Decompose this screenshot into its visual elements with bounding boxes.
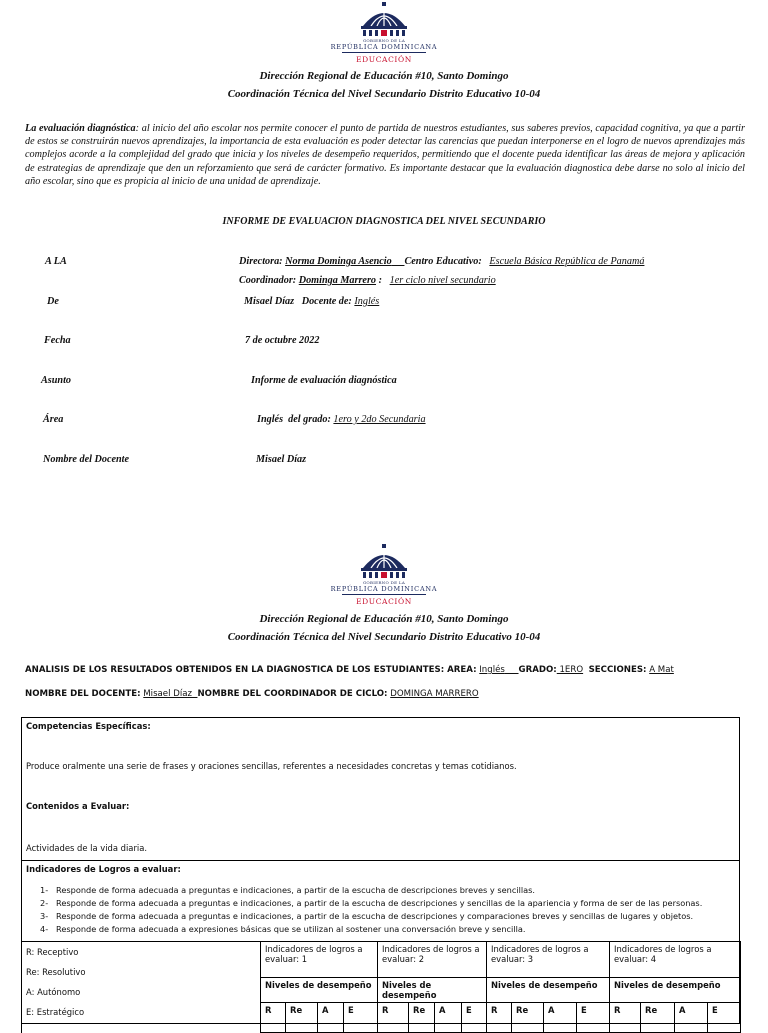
header2-line-2: Coordinación Técnica del Nivel Secundario Distrito Educativo 10-04 (227, 631, 541, 643)
ciclo-value: 1er ciclo nivel secundario (389, 275, 496, 286)
level-a: A (544, 1003, 577, 1033)
area-line (257, 414, 426, 425)
dome-emblem-icon (357, 2, 411, 38)
niveles-header-1: Niveles de desempeño (261, 978, 378, 1003)
indicadores-label: Indicadores de Logros a evaluar: (26, 864, 181, 874)
analysis-coord-value: DOMINGA MARRERO (390, 689, 479, 699)
level-r: R (487, 1003, 512, 1033)
logo-gobierno-text: GOBIERNO DE LA (362, 580, 406, 585)
niveles-table (21, 941, 741, 1033)
list-item: 1- Responde de forma adecuada a preguntas e indicaciones, a partir de la escucha de descripciones breves y sencillas. (40, 885, 536, 895)
niveles-header-3: Niveles de desempeño (487, 978, 610, 1003)
analysis-secciones-value: A Mat (649, 665, 674, 675)
logo-educacion-text: EDUCACIÓN (356, 597, 412, 606)
intro-term: La evaluación diagnóstica (25, 123, 136, 134)
level-e: E (462, 1003, 487, 1033)
level-r: R (261, 1003, 286, 1033)
de-line (244, 296, 379, 307)
header-line-1: Dirección Regional de Educación #10, Santo Domingo (259, 70, 509, 82)
intro-text: : al inicio del año escolar nos permite conocer el punto de partida de nuestros estudiantes, sus saberes previos, capacidad cognitiva, ya que a partir de estos se construirán nuevos aprendizajes, la importancia de esta evaluación es poder detectar las carencias que puedan interponerse en el logro de nuevos aprendizajes más complejos acorde a la complejidad del grado que inicia y los niveles de desempeño requeridos, permitiendo que el docente pueda identificar las áreas de mejora y aplicación de estrategias de aprendizaje que den un reforzamiento que será de carácter formativo. Es importante destacar que la evaluación diagnostica debe darse no solo al inicio del año escolar, sino que es propicia al inicio de una unidad de aprendizaje. (25, 123, 745, 187)
coordinador-label: Coordinador: (239, 275, 297, 286)
centro-value: Escuela Básica República de Panamá (489, 256, 645, 267)
legend-cell (22, 942, 261, 1033)
dome-emblem-icon (357, 544, 411, 580)
directora-value: Norma Dominga Asencio (285, 256, 392, 267)
level-e: E (577, 1003, 610, 1033)
centro-label: Centro Educativo: (404, 256, 482, 267)
logo-republica-text: REPÚBLICA DOMINICANA (330, 585, 438, 593)
logo-republica-dominicana (328, 2, 440, 65)
niveles-header-2: Niveles de desempeño (378, 978, 487, 1003)
list-item: 2- Responde de forma adecuada a preguntas e indicaciones, a partir de la escucha de descripciones y sencillas de la apariencia y forma de ser de las personas. (40, 898, 703, 908)
box-divider (22, 860, 739, 861)
header2-line-1: Dirección Regional de Educación #10, Santo Domingo (259, 613, 509, 625)
label-fecha: Fecha (44, 335, 71, 346)
docente-value: Inglés (354, 296, 380, 307)
analysis-secciones-label: SECCIONES: (588, 665, 647, 675)
docente-label: Docente de: (301, 296, 352, 307)
directora-line (239, 256, 644, 267)
directora-label: Directora: (239, 256, 283, 267)
list-item: 3- Responde de forma adecuada a preguntas e indicaciones, a partir de la escucha de descripciones y comparaciones breves y sencillas de lugares y objetos. (40, 911, 694, 921)
logo-divider (342, 594, 426, 595)
analysis-line-2 (25, 689, 479, 699)
label-asunto: Asunto (41, 375, 72, 386)
list-item: 4- Responde de forma adecuada a expresiones básicas que se utilizan al sostener una conversación breve y sencilla. (40, 924, 526, 934)
contenidos-text: Actividades de la vida diaria. (26, 843, 148, 853)
analysis-docente-label: NOMBRE DEL DOCENTE: (25, 689, 141, 699)
level-a: A (675, 1003, 708, 1033)
level-r: R (378, 1003, 409, 1033)
asunto-value: Informe de evaluación diagnóstica (251, 375, 397, 386)
legend-autonomo: A: Autónomo (26, 987, 81, 997)
level-re: Re (286, 1003, 318, 1033)
analysis-grado-value: 1ERO (556, 665, 584, 675)
label-nombre-docente: Nombre del Docente (43, 454, 130, 465)
indicador-header-3: Indicadores de logros a evaluar: 3 (487, 942, 610, 978)
level-re: Re (512, 1003, 544, 1033)
logo-republica-text: REPÚBLICA DOMINICANA (330, 43, 438, 51)
coordinador-value: Dominga Marrero (298, 275, 377, 286)
indicadores-list (40, 884, 702, 936)
intro-paragraph (25, 122, 745, 188)
analysis-line-1 (25, 665, 674, 675)
level-r: R (610, 1003, 641, 1033)
indicador-header-2: Indicadores de logros a evaluar: 2 (378, 942, 487, 978)
nombre-docente-value: Misael Díaz (256, 454, 307, 465)
competencias-label: Competencias Específicas: (26, 721, 151, 731)
indicador-header-1: Indicadores de logros a evaluar: 1 (261, 942, 378, 978)
de-value: Misael Díaz (244, 296, 295, 307)
level-re: Re (641, 1003, 675, 1033)
logo-gobierno-text: GOBIERNO DE LA (362, 38, 406, 43)
fecha-value: 7 de octubre 2022 (245, 335, 320, 346)
logo-divider (342, 52, 426, 53)
logo-educacion-text: EDUCACIÓN (356, 55, 412, 64)
contenidos-label: Contenidos a Evaluar: (26, 801, 130, 811)
analysis-coord-label: NOMBRE DEL COORDINADOR DE CICLO: (197, 689, 388, 699)
level-re: Re (409, 1003, 435, 1033)
header-line-2: Coordinación Técnica del Nivel Secundario Distrito Educativo 10-04 (227, 88, 541, 100)
coordinador-line (239, 275, 496, 286)
analysis-docente-value: Misael Díaz (143, 689, 192, 699)
grado-label: del grado: (288, 414, 331, 425)
analysis-prefix: ANALISIS DE LOS RESULTADOS OBTENIDOS EN LA DIAGNOSTICA DE LOS ESTUDIANTES: AREA: (25, 665, 477, 675)
label-a-la: A LA (45, 256, 67, 267)
label-de: De (47, 296, 59, 307)
niveles-header-4: Niveles de desempeño (610, 978, 741, 1003)
level-a: A (435, 1003, 462, 1033)
grado-value: 1ero y 2do Secundaria (333, 414, 426, 425)
level-e: E (344, 1003, 378, 1033)
label-area: Área (43, 414, 64, 425)
coordinador-sep: : (378, 275, 382, 286)
legend-resolutivo: Re: Resolutivo (26, 967, 86, 977)
legend-receptivo: R: Receptivo (26, 947, 79, 957)
logo-republica-dominicana-2 (328, 544, 440, 607)
area-value: Inglés (257, 414, 284, 425)
report-title: INFORME DE EVALUACION DIAGNOSTICA DEL NIVEL SECUNDARIO (222, 216, 546, 227)
legend-estrategico: E: Estratégico (26, 1007, 85, 1017)
level-a: A (318, 1003, 344, 1033)
competencias-text: Produce oralmente una serie de frases y oraciones sencillas, referentes a necesidades concretas y temas cotidianos. (26, 761, 517, 771)
level-e: E (708, 1003, 741, 1033)
analysis-grado-label: GRADO: (518, 665, 557, 675)
indicador-header-4: Indicadores de logros a evaluar: 4 (610, 942, 741, 978)
analysis-area-value: Inglés (479, 665, 505, 675)
